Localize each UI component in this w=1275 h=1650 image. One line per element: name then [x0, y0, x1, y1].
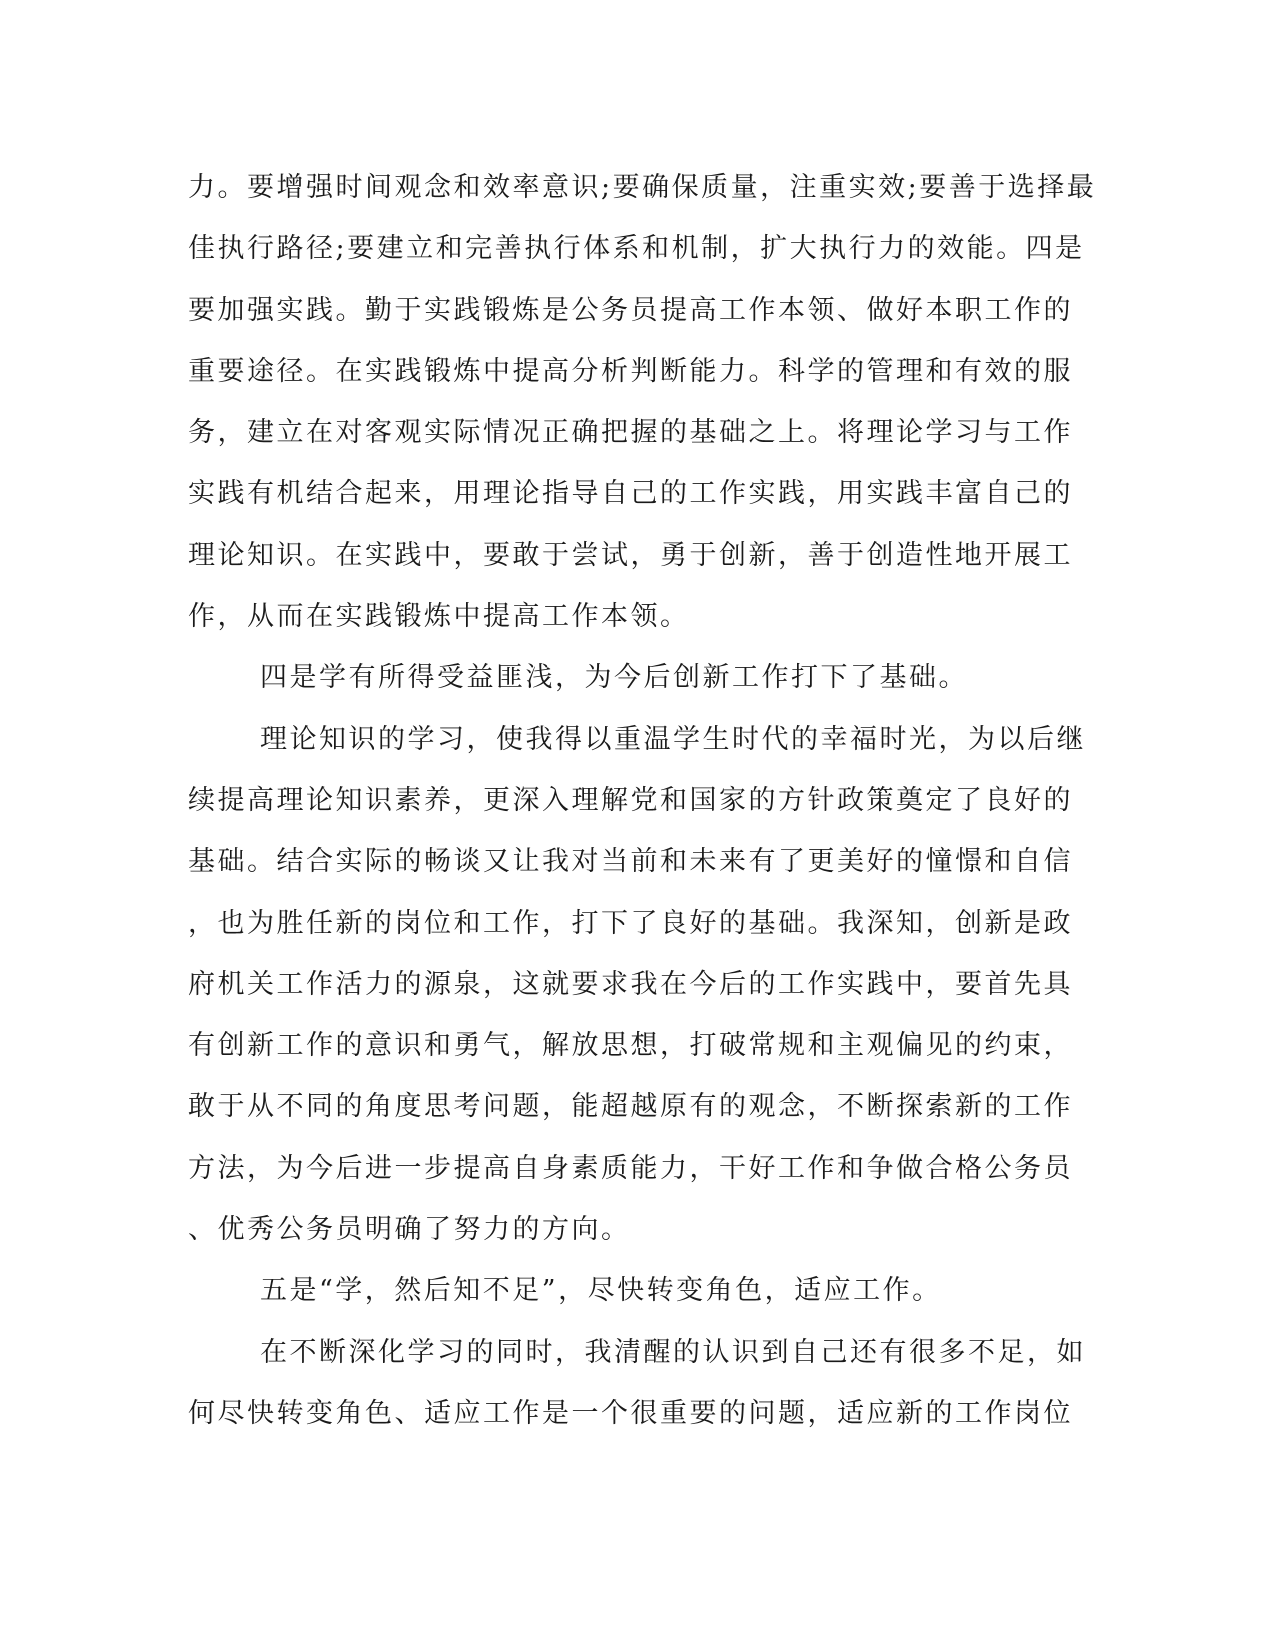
- text-line: 实践有机结合起来，用理论指导自己的工作实践，用实践丰富自己的: [188, 478, 1073, 510]
- text-line: 作，从而在实践锻炼中提高工作本领。: [188, 601, 690, 633]
- text-line: 基础。结合实际的畅谈又让我对当前和未来有了更美好的憧憬和自信: [188, 846, 1073, 878]
- text-line: 在不断深化学习的同时，我清醒的认识到自己还有很多不足，如: [260, 1336, 1086, 1368]
- text-line: 敢于从不同的角度思考问题，能超越原有的观念，不断探索新的工作: [188, 1091, 1073, 1123]
- text-line: 理论知识的学习，使我得以重温学生时代的幸福时光，为以后继: [260, 723, 1086, 755]
- text-line: 、优秀公务员明确了努力的方向。: [188, 1214, 631, 1246]
- text-line: 力。要增强时间观念和效率意识;要确保质量，注重实效;要善于选择最: [188, 172, 1097, 203]
- section-heading-four: 四是学有所得受益匪浅，为今后创新工作打下了基础。: [260, 662, 968, 694]
- text-line: 理论知识。在实践中，要敢于尝试，勇于创新，善于创造性地开展工: [188, 539, 1073, 571]
- text-line: 有创新工作的意识和勇气，解放思想，打破常规和主观偏见的约束，: [188, 1030, 1073, 1062]
- text-line: 府机关工作活力的源泉，这就要求我在今后的工作实践中，要首先具: [188, 968, 1073, 1000]
- text-line: 要加强实践。勤于实践锻炼是公务员提高工作本领、做好本职工作的: [188, 294, 1073, 326]
- text-line: 方法，为今后进一步提高自身素质能力，干好工作和争做合格公务员: [188, 1152, 1073, 1184]
- text-line: 何尽快转变角色、适应工作是一个很重要的问题，适应新的工作岗位: [188, 1397, 1073, 1429]
- text-line: 重要途径。在实践锻炼中提高分析判断能力。科学的管理和有效的服: [188, 355, 1073, 387]
- text-line: 佳执行路径;要建立和完善执行体系和机制，扩大执行力的效能。四是: [188, 233, 1085, 265]
- text-line: ，也为胜任新的岗位和工作，打下了良好的基础。我深知，创新是政: [188, 907, 1073, 939]
- section-heading-five: 五是“学，然后知不足”，尽快转变角色，适应工作。: [260, 1275, 942, 1307]
- body-text: [188, 157, 1097, 1444]
- text-line: 务，建立在对客观实际情况正确把握的基础之上。将理论学习与工作: [188, 417, 1073, 449]
- text-line: 续提高理论知识素养，更深入理解党和国家的方针政策奠定了良好的: [188, 784, 1073, 816]
